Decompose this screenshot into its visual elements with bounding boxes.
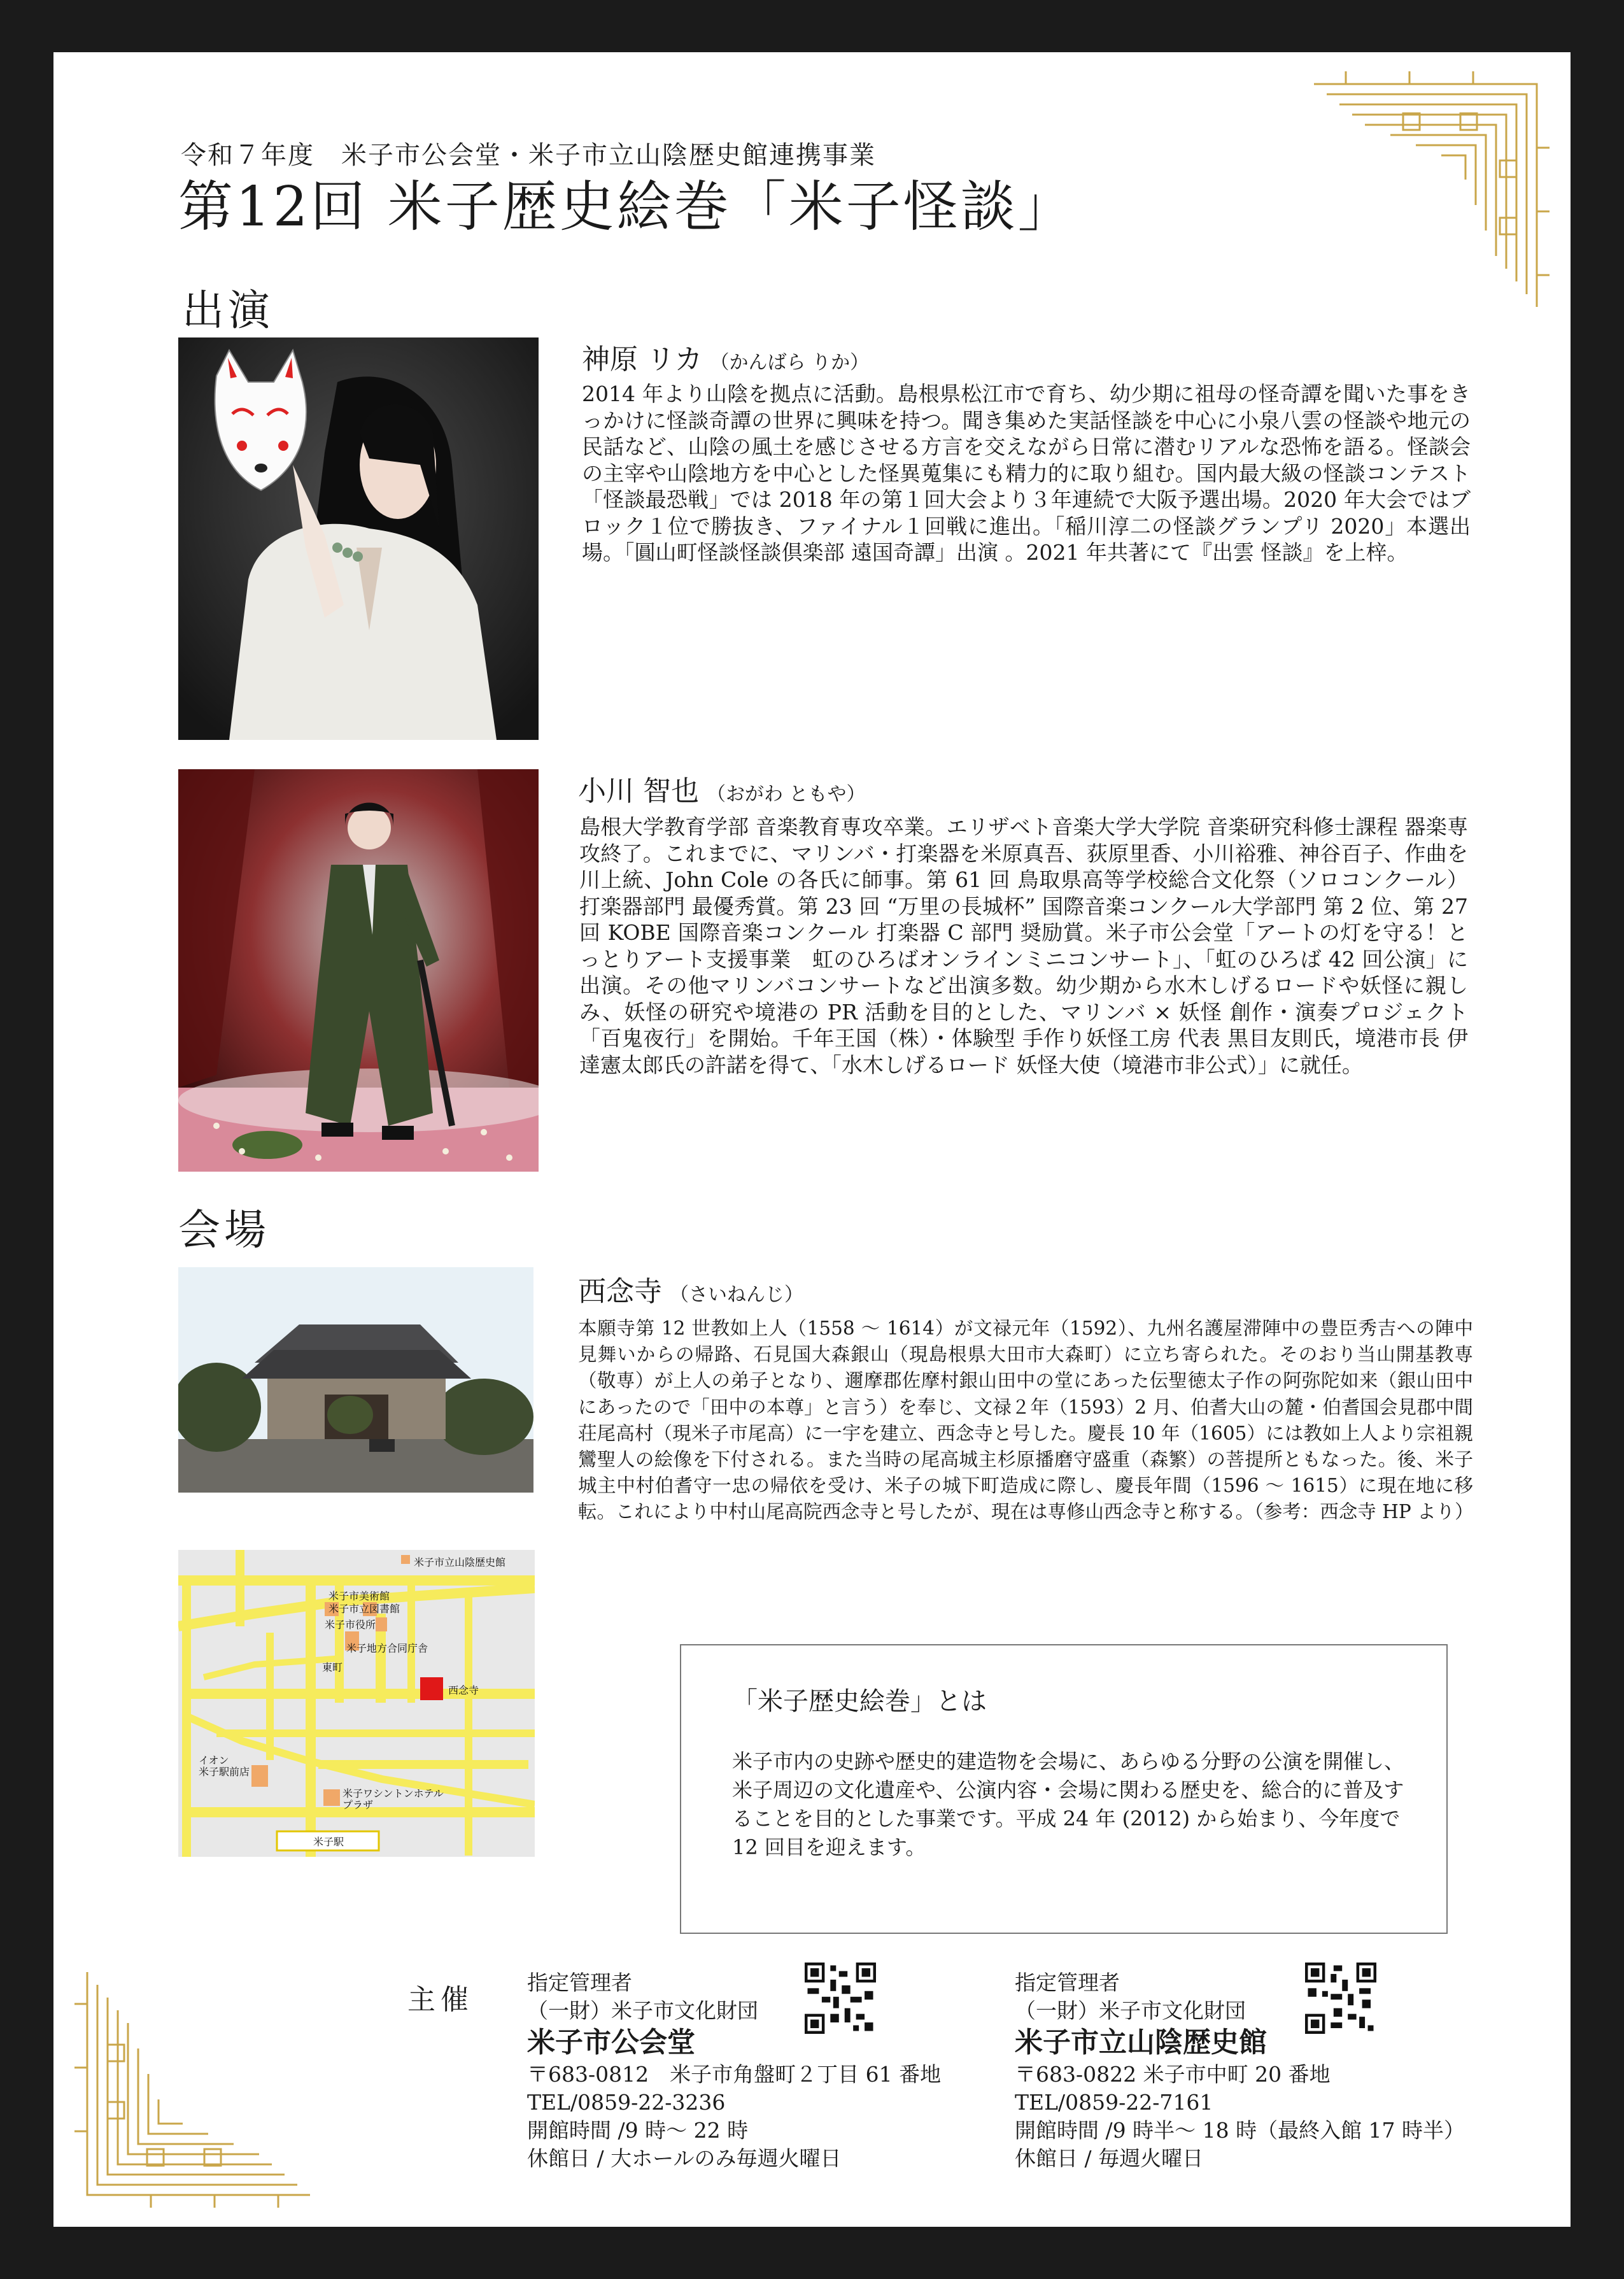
org-hours: 開館時間 /9 時～ 22 時	[527, 2118, 749, 2143]
gold-corner-ornament-bottom-left	[53, 1947, 374, 2227]
venue-photo-temple	[178, 1267, 533, 1493]
flyer-sheet	[53, 52, 1571, 2227]
org-role: 指定管理者	[527, 1970, 632, 1995]
qr-code-icon-kokaido[interactable]	[805, 1963, 876, 2034]
section-heading-performers: 出演	[182, 286, 274, 335]
org-closed: 休館日 / 毎週火曜日	[1015, 2146, 1204, 2171]
host-label: 主催	[407, 1984, 474, 2016]
org-venue-name: 米子市立山陰歴史館	[1015, 2026, 1267, 2059]
about-text: 米子市内の史跡や歴史的建造物を会場に、あらゆる分野の公演を開催し、米子周辺の文化遺産や、公演内容・会場に関わる歴史を、総合的に普及することを目的とした事業です。平成 24 年 (2012) から始まり、今年度で 12 回目を迎えます。	[732, 1749, 1405, 1859]
gold-corner-ornament-top-right	[1250, 52, 1571, 332]
org-closed: 休館日 / 大ホールのみ毎週火曜日	[527, 2146, 842, 2171]
map-label-museum: 米子市立山陰歴史館	[414, 1556, 506, 1568]
performer-bio-kanbara: 2014 年より山陰を拠点に活動。島根県松江市で育ち、幼少期に祖母の怪奇譚を聞いた事をきっかけに怪談奇譚の世界に興味を持つ。聞き集めた実話怪談を中心に小泉八雲の怪談や地元の民話など、山陰の風土を感じさせる方言を交えながら日常に潜むリアルな恐怖を語る。怪談会の主宰や山陰地方を中心とした怪異蒐集にも精力的に取り組む。国内最大級の怪談コンテスト「怪談最恐戦」では 2018 年の第１回大会より３年連続で大阪予選出場。2020 年大会ではブロック１位で勝抜き、ファイナル１回戦に進出。「稲川淳二の怪談グランプリ 2020」本選出場。「圓山町怪談怪談倶楽部 遠国奇譚」出演 。2021 年共著にて『出雲 怪談』を上梓。	[582, 381, 1471, 565]
map-label-hotel: 米子ワシントンホテル	[342, 1787, 444, 1800]
performer-photo-kanbara	[178, 337, 539, 740]
venue-name-text: 西念寺	[578, 1275, 662, 1308]
org-tel: TEL/0859-22-7161	[1015, 2090, 1213, 2115]
performer-name-ogawa	[578, 768, 866, 809]
event-title: 第12回 米子歴史絵巻「米子怪談」	[178, 175, 1075, 239]
org-address: 〒683-0822 米子市中町 20 番地	[1015, 2062, 1331, 2087]
host-org-kokaido	[527, 1969, 941, 2173]
org-role: 指定管理者	[1015, 1970, 1120, 1995]
venue-name	[578, 1268, 803, 1309]
venue-history: 本願寺第 12 世教如上人（1558 ～ 1614）が文禄元年（1592）、九州名護屋滞陣中の豊臣秀吉への陣中見舞いからの帰路、石見国大森銀山（現島根県大田市大森町）に立ち寄られた。そのおり当山開基教専（敬専）が上人の弟子となり、邇摩郡佐摩村銀山田中の堂にあった伝聖徳太子作の阿弥陀如来（銀山田中にあったので「田中の本尊」と言う）を奉じ、文禄２年（1593）2 月、伯耆大山の麓・伯耆国会見郡中間荘尾高村（現米子市尾高）に一宇を建立、西念寺と号した。慶長 10 年（1605）には教如上人より宗祖親鸞聖人の絵像を下付される。また当時の尾高城主杉原播磨守盛重（森繁）の菩提所ともなった。後、米子城主中村伯耆守一忠の帰依を受け、米子の城下町造成に際し、慶長年間（1596 ～ 1615）に現在地に移転。これにより中村山尾高院西念寺と号したが、現在は専修山西念寺と称する。（参考：西念寺 HP より）	[578, 1317, 1474, 1523]
map-label-temple: 西念寺	[448, 1684, 479, 1696]
map-label-higashimachi: 東町	[322, 1661, 343, 1673]
map-label-aeon: イオン	[199, 1754, 229, 1766]
performer-name: 小川 智也	[578, 775, 699, 807]
performer-photo-ogawa	[178, 769, 539, 1172]
org-foundation: （一財）米子市文化財団	[527, 1998, 758, 2023]
performer-kana: （おがわ ともや）	[707, 783, 866, 806]
qr-code-icon-museum[interactable]	[1305, 1963, 1376, 2034]
org-hours: 開館時間 /9 時半～ 18 時（最終入館 17 時半）	[1015, 2118, 1465, 2143]
map-label-gov-bldg: 米子地方合同庁舎	[346, 1642, 428, 1654]
about-box	[680, 1644, 1448, 1934]
host-org-museum	[1015, 1969, 1465, 2173]
map-label-station: 米子駅	[313, 1836, 344, 1848]
event-subtitle: 令和７年度 米子市公会堂・米子市立山陰歴史館連携事業	[181, 141, 876, 170]
venue-map	[178, 1550, 535, 1857]
performer-kana: （かんばら りか）	[710, 351, 870, 374]
performer-bio-ogawa: 島根大学教育学部 音楽教育専攻卒業。エリザベト音楽大学大学院 音楽研究科修士課程 器楽専攻終了。これまでに、マリンバ・打楽器を米原真吾、荻原里香、小川裕雅、神谷百子、作曲を川上統、John Cole の各氏に師事。第 61 回 鳥取県高等学校総合文化祭（ソロコンクール）打楽器部門 最優秀賞。第 23 回 “万里の長城杯” 国際音楽コンクール大学部門 第 2 位、第 27 回 KOBE 国際音楽コンクール 打楽器 C 部門 奨励賞。米子市公会堂「アートの灯を守る！とっとりアート支援事業 虹のひろばオンラインミニコンサート」、「虹のひろば 42 回公演」に出演。その他マリンバコンサートなど出演多数。幼少期から水木しげるロードや妖怪に親しみ、妖怪の研究や境港の PR 活動を目的とした、マリンバ × 妖怪 創作・演奏プロジェクト「百鬼夜行」を開始。千年王国（株）・体験型 手作り妖怪工房 代表 黒目友則氏，境港市長 伊達憲太郎氏の許諾を得て、「水木しげるロード 妖怪大使（境港市非公式）」に就任。	[579, 814, 1468, 1077]
section-heading-venue: 会場	[178, 1205, 270, 1254]
org-venue-name: 米子市公会堂	[527, 2026, 695, 2059]
org-foundation: （一財）米子市文化財団	[1015, 1998, 1246, 2023]
org-tel: TEL/0859-22-3236	[527, 2090, 726, 2115]
map-label-aeon-station: 米子駅前店	[199, 1766, 250, 1778]
performer-name: 神原 リカ	[582, 343, 703, 376]
venue-kana: （さいねんじ）	[670, 1284, 803, 1306]
map-label-hotel-plaza: プラザ	[342, 1799, 374, 1811]
about-title: 「米子歴史絵巻」とは	[732, 1687, 987, 1716]
map-label-city-office: 米子市役所	[325, 1619, 376, 1631]
map-label-library: 米子市立図書館	[328, 1603, 400, 1615]
map-label-art-museum: 米子市美術館	[328, 1590, 390, 1602]
org-address: 〒683-0812 米子市角盤町２丁目 61 番地	[527, 2062, 942, 2087]
performer-name-kanbara	[582, 336, 869, 377]
